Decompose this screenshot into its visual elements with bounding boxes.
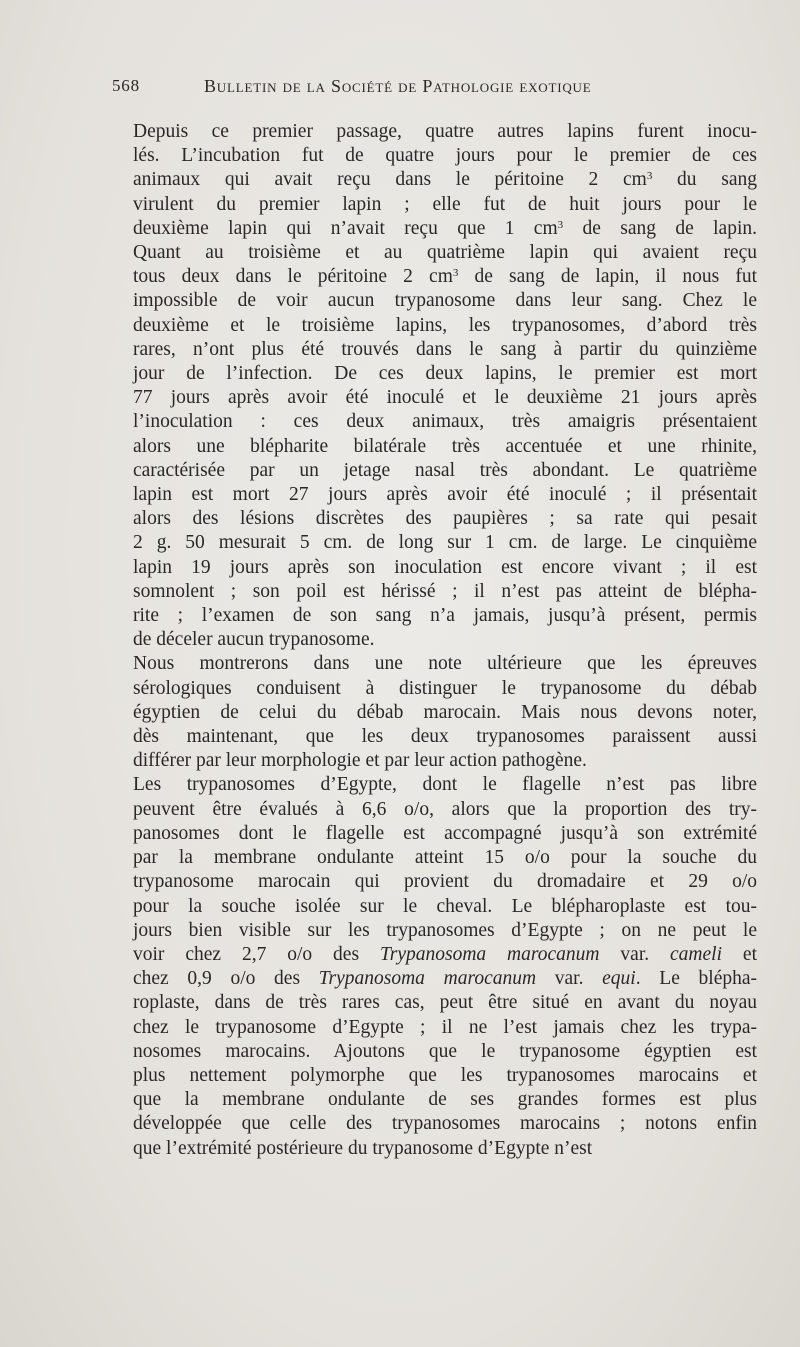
paragraph [113, 773, 757, 1160]
text-line: Les trypanosomes d’Egypte, dont le flagelle n’est pas libre [133, 774, 757, 796]
text-line: voir chez 2,7 o/o des Trypanosoma marocanum var. cameli et [133, 943, 757, 965]
text-line: égyptien de celui du débab marocain. Mais nous devons noter, [133, 701, 757, 723]
text-line: dès maintenant, que les deux trypanosomes paraissent aussi [133, 726, 757, 748]
paragraph [113, 652, 757, 773]
text-line: que la membrane ondulante de ses grandes formes est plus [133, 1089, 757, 1111]
text-line: alors une blépharite bilatérale très accentuée et une rhinite, [133, 435, 757, 457]
text-line: sérologiques conduisent à distinguer le trypanosome du débab [133, 677, 757, 699]
text-line: chez le trypanosome d’Egypte ; il ne l’est jamais chez les trypa- [133, 1016, 757, 1038]
text-line: Nous montrerons dans une note ultérieure que les épreuves [133, 653, 757, 675]
text-line: nosomes marocains. Ajoutons que le trypanosome égyptien est [133, 1040, 757, 1062]
body-text [113, 120, 757, 1161]
text-line: animaux qui avait reçu dans le péritoine 2 $cm^3$ du sang [133, 169, 757, 191]
text-line: par la membrane ondulante atteint 15 o/o pour la souche du [133, 847, 757, 869]
text-line: trypanosome marocain qui provient du dromadaire et 29 o/o [133, 871, 757, 893]
text-line: différer par leur morphologie et par leur action pathogène. [133, 750, 587, 772]
text-line: panosomes dont le flagelle est accompagné jusqu’à son extrémité [133, 822, 757, 844]
paragraph [113, 120, 757, 652]
text-line: Depuis ce premier passage, quatre autres lapins furent inocu- [133, 121, 757, 142]
text-line: jour de l’infection. De ces deux lapins, le premier est mort [133, 363, 757, 385]
text-line: rite ; l’examen de son sang n’a jamais, jusqu’à présent, permis [133, 605, 757, 627]
text-line: de déceler aucun trypanosome. [133, 629, 375, 651]
text-line: virulent du premier lapin ; elle fut de huit jours pour le [133, 193, 757, 215]
text-line: jours bien visible sur les trypanosomes d’Egypte ; on ne peut le [133, 919, 757, 941]
text-line: Quant au troisième et au quatrième lapin qui avaient reçu [133, 242, 757, 264]
text-line: que l’extrémité postérieure du trypanosome d’Egypte n’est [133, 1137, 593, 1159]
page-number: 568 [112, 76, 140, 95]
running-title: Bulletin de la Société de Pathologie exotique [204, 76, 592, 96]
text-line: peuvent être évalués à 6,6 o/o, alors que la proportion des try- [133, 798, 757, 820]
text-line: l’inoculation : ces deux animaux, très amaigris présentaient [133, 411, 757, 433]
text-line: lapin 19 jours après son inoculation est encore vivant ; il est [133, 556, 757, 578]
text-line: pour la souche isolée sur le cheval. Le blépharoplaste est tou- [133, 895, 757, 917]
text-line: rares, n’ont plus été trouvés dans le sang à partir du quinzième [133, 338, 757, 360]
text-line: caractérisée par un jetage nasal très abondant. Le quatrième [133, 459, 757, 481]
text-line: lapin est mort 27 jours après avoir été inoculé ; il présentait [133, 484, 757, 506]
text-line: développée que celle des trypanosomes marocains ; notons enfin [133, 1113, 757, 1135]
text-line: 77 jours après avoir été inoculé et le deuxième 21 jours après [133, 387, 757, 409]
text-line: plus nettement polymorphe que les trypanosomes marocains et [133, 1064, 757, 1086]
text-line: alors des lésions discrètes des paupières ; sa rate qui pesait [133, 508, 757, 530]
text-line: roplaste, dans de très rares cas, peut être situé en avant du noyau [133, 992, 757, 1014]
text-line: deuxième lapin qui n’avait reçu que 1 $cm^3$ de sang de lapin. [133, 217, 757, 239]
text-line: tous deux dans le péritoine 2 $cm^3$ de sang de lapin, il nous fut [133, 266, 757, 288]
text-line: chez 0,9 o/o des Trypanosoma marocanum var. equi. Le blépha- [133, 968, 757, 990]
text-line: lés. L’incubation fut de quatre jours pour le premier de ces [133, 145, 757, 167]
text-line: deuxième et le troisième lapins, les trypanosomes, d’abord très [133, 314, 757, 336]
text-line: 2 g. 50 mesurait 5 cm. de long sur 1 cm. de large. Le cinquième [133, 532, 757, 554]
text-line: impossible de voir aucun trypanosome dans leur sang. Chez le [133, 290, 757, 312]
text-line: somnolent ; son poil est hérissé ; il n’est pas atteint de blépha- [133, 580, 757, 602]
